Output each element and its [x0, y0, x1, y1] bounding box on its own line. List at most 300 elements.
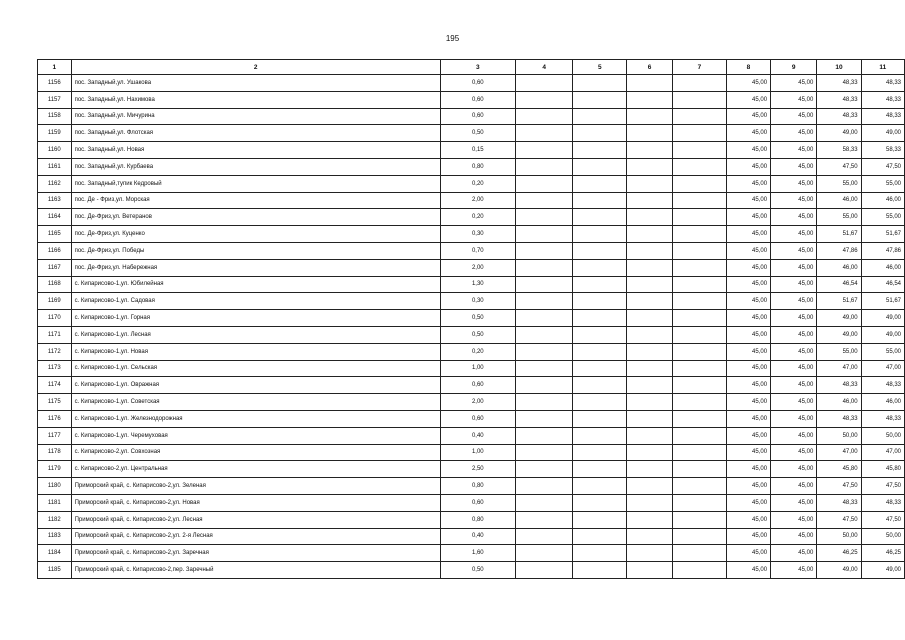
table-cell-col-2: пос. Западный,ул. Новая	[71, 142, 440, 159]
table-cell-col-5	[573, 158, 627, 175]
column-header-4: 4	[515, 60, 573, 75]
table-cell-col-6	[627, 562, 673, 579]
table-cell-col-10: 48,33	[817, 108, 861, 125]
table-cell-col-4	[515, 175, 573, 192]
table-row	[38, 310, 905, 327]
table-cell-col-6	[627, 360, 673, 377]
table-cell-col-3: 0,50	[440, 125, 515, 142]
column-header-8: 8	[726, 60, 770, 75]
table-cell-col-7	[673, 226, 727, 243]
table-cell-col-3: 0,60	[440, 75, 515, 92]
column-header-1: 1	[38, 60, 72, 75]
table-cell-col-6	[627, 511, 673, 528]
table-cell-col-7	[673, 209, 727, 226]
table-row	[38, 326, 905, 343]
table-cell-col-1: 1178	[38, 444, 72, 461]
table-cell-col-9: 45,00	[771, 478, 817, 495]
table-cell-col-1: 1182	[38, 511, 72, 528]
table-cell-col-9: 45,00	[771, 209, 817, 226]
table-cell-col-8: 45,00	[726, 444, 770, 461]
table-cell-col-6	[627, 242, 673, 259]
table-cell-col-6	[627, 192, 673, 209]
table-cell-col-4	[515, 276, 573, 293]
table-cell-col-7	[673, 360, 727, 377]
table-cell-col-10: 49,00	[817, 310, 861, 327]
table-cell-col-2: пос. Де-Фриз,ул. Победы	[71, 242, 440, 259]
table-cell-col-11: 49,00	[861, 125, 904, 142]
table-cell-col-11: 48,33	[861, 377, 904, 394]
table-row	[38, 562, 905, 579]
table-cell-col-9: 45,00	[771, 528, 817, 545]
table-cell-col-11: 55,00	[861, 175, 904, 192]
table-cell-col-10: 50,00	[817, 427, 861, 444]
table-cell-col-3: 1,60	[440, 545, 515, 562]
column-header-7: 7	[673, 60, 727, 75]
table-cell-col-6	[627, 343, 673, 360]
table-cell-col-4	[515, 192, 573, 209]
table-cell-col-9: 45,00	[771, 91, 817, 108]
table-cell-col-2: с. Кипарисово-2,ул. Совхозная	[71, 444, 440, 461]
table-cell-col-8: 45,00	[726, 175, 770, 192]
table-cell-col-8: 45,00	[726, 142, 770, 159]
table-cell-col-9: 45,00	[771, 343, 817, 360]
table-cell-col-1: 1171	[38, 326, 72, 343]
table-cell-col-7	[673, 444, 727, 461]
table-cell-col-4	[515, 461, 573, 478]
table-cell-col-7	[673, 461, 727, 478]
table-cell-col-7	[673, 125, 727, 142]
table-cell-col-1: 1168	[38, 276, 72, 293]
table-row	[38, 293, 905, 310]
table-cell-col-6	[627, 427, 673, 444]
table-cell-col-9: 45,00	[771, 310, 817, 327]
table-cell-col-4	[515, 158, 573, 175]
table-cell-col-10: 48,33	[817, 377, 861, 394]
table-cell-col-6	[627, 545, 673, 562]
table-cell-col-5	[573, 444, 627, 461]
table-cell-col-1: 1169	[38, 293, 72, 310]
table-cell-col-10: 48,33	[817, 494, 861, 511]
table-body	[38, 75, 905, 579]
table-cell-col-2: пос. Западный,ул. Ушакова	[71, 75, 440, 92]
table-cell-col-8: 45,00	[726, 75, 770, 92]
table-cell-col-8: 45,00	[726, 394, 770, 411]
table-cell-col-1: 1175	[38, 394, 72, 411]
table-cell-col-8: 45,00	[726, 461, 770, 478]
table-cell-col-8: 45,00	[726, 226, 770, 243]
table-cell-col-6	[627, 91, 673, 108]
table-cell-col-1: 1156	[38, 75, 72, 92]
table-cell-col-2: с. Кипарисово-1,ул. Новая	[71, 343, 440, 360]
table-cell-col-9: 45,00	[771, 75, 817, 92]
table-cell-col-9: 45,00	[771, 192, 817, 209]
table-cell-col-7	[673, 276, 727, 293]
table-cell-col-1: 1185	[38, 562, 72, 579]
table-cell-col-9: 45,00	[771, 158, 817, 175]
table-cell-col-10: 47,86	[817, 242, 861, 259]
header-row	[38, 60, 905, 75]
table-cell-col-2: пос. Западный,ул. Флотская	[71, 125, 440, 142]
table-cell-col-5	[573, 427, 627, 444]
table-cell-col-2: пос. Западный,тупик Кедровый	[71, 175, 440, 192]
table-row	[38, 494, 905, 511]
table-cell-col-4	[515, 562, 573, 579]
table-cell-col-3: 0,70	[440, 242, 515, 259]
table-cell-col-1: 1164	[38, 209, 72, 226]
table-cell-col-3: 0,20	[440, 209, 515, 226]
table-cell-col-3: 0,50	[440, 326, 515, 343]
table-cell-col-3: 0,40	[440, 427, 515, 444]
table-cell-col-2: с. Кипарисово-1,ул. Лесная	[71, 326, 440, 343]
table-cell-col-4	[515, 226, 573, 243]
table-cell-col-11: 48,33	[861, 494, 904, 511]
table-cell-col-2: Приморский край, с. Кипарисово-2,пер. Заречный	[71, 562, 440, 579]
table-cell-col-5	[573, 511, 627, 528]
table-cell-col-5	[573, 545, 627, 562]
table-cell-col-5	[573, 461, 627, 478]
table-cell-col-1: 1163	[38, 192, 72, 209]
table-cell-col-11: 47,00	[861, 444, 904, 461]
table-cell-col-10: 49,00	[817, 562, 861, 579]
column-header-2: 2	[71, 60, 440, 75]
table-cell-col-1: 1165	[38, 226, 72, 243]
table-cell-col-9: 45,00	[771, 259, 817, 276]
table-cell-col-5	[573, 394, 627, 411]
table-cell-col-10: 47,50	[817, 478, 861, 495]
table-cell-col-6	[627, 444, 673, 461]
table-cell-col-7	[673, 158, 727, 175]
table-cell-col-9: 45,00	[771, 511, 817, 528]
table-cell-col-7	[673, 326, 727, 343]
table-cell-col-10: 46,00	[817, 394, 861, 411]
table-row	[38, 242, 905, 259]
table-row	[38, 343, 905, 360]
table-cell-col-8: 45,00	[726, 310, 770, 327]
table-cell-col-10: 50,00	[817, 528, 861, 545]
table-cell-col-2: пос. Де - Фриз,ул. Морская	[71, 192, 440, 209]
table-cell-col-9: 45,00	[771, 545, 817, 562]
table-cell-col-9: 45,00	[771, 175, 817, 192]
table-cell-col-8: 45,00	[726, 209, 770, 226]
table-cell-col-9: 45,00	[771, 360, 817, 377]
table-cell-col-7	[673, 478, 727, 495]
table-cell-col-5	[573, 528, 627, 545]
table-cell-col-11: 50,00	[861, 528, 904, 545]
table-row	[38, 209, 905, 226]
table-cell-col-9: 45,00	[771, 293, 817, 310]
table-cell-col-7	[673, 75, 727, 92]
table-cell-col-11: 49,00	[861, 562, 904, 579]
table-cell-col-5	[573, 377, 627, 394]
table-cell-col-2: Приморский край, с. Кипарисово-2,ул. Лесная	[71, 511, 440, 528]
table-cell-col-11: 46,00	[861, 192, 904, 209]
table-cell-col-6	[627, 259, 673, 276]
table-cell-col-3: 0,60	[440, 410, 515, 427]
table-cell-col-9: 45,00	[771, 242, 817, 259]
table-cell-col-10: 55,00	[817, 175, 861, 192]
table-cell-col-9: 45,00	[771, 276, 817, 293]
table-cell-col-7	[673, 427, 727, 444]
table-cell-col-8: 45,00	[726, 478, 770, 495]
table-cell-col-5	[573, 343, 627, 360]
table-cell-col-3: 0,60	[440, 377, 515, 394]
table-cell-col-9: 45,00	[771, 410, 817, 427]
table-row	[38, 360, 905, 377]
table-cell-col-11: 55,00	[861, 209, 904, 226]
table-cell-col-9: 45,00	[771, 494, 817, 511]
table-cell-col-4	[515, 75, 573, 92]
table-cell-col-3: 0,20	[440, 343, 515, 360]
table-cell-col-3: 0,50	[440, 310, 515, 327]
column-header-3: 3	[440, 60, 515, 75]
table-row	[38, 394, 905, 411]
table-cell-col-7	[673, 410, 727, 427]
column-header-11: 11	[861, 60, 904, 75]
table-cell-col-1: 1166	[38, 242, 72, 259]
table-cell-col-8: 45,00	[726, 242, 770, 259]
table-cell-col-7	[673, 142, 727, 159]
table-cell-col-10: 46,00	[817, 192, 861, 209]
table-cell-col-2: с. Кипарисово-1,ул. Овражная	[71, 377, 440, 394]
table-cell-col-4	[515, 91, 573, 108]
table-cell-col-5	[573, 494, 627, 511]
table-row	[38, 142, 905, 159]
table-cell-col-6	[627, 276, 673, 293]
table-cell-col-9: 45,00	[771, 427, 817, 444]
table-cell-col-5	[573, 478, 627, 495]
table-cell-col-7	[673, 528, 727, 545]
table-cell-col-4	[515, 142, 573, 159]
table-cell-col-2: с. Кипарисово-1,ул. Железнодорожная	[71, 410, 440, 427]
table-cell-col-1: 1174	[38, 377, 72, 394]
table-cell-col-1: 1181	[38, 494, 72, 511]
table-cell-col-10: 46,54	[817, 276, 861, 293]
table-cell-col-7	[673, 175, 727, 192]
table-cell-col-5	[573, 310, 627, 327]
table-cell-col-8: 45,00	[726, 276, 770, 293]
table-cell-col-3: 2,00	[440, 259, 515, 276]
table-cell-col-2: с. Кипарисово-1,ул. Горная	[71, 310, 440, 327]
table-cell-col-10: 47,50	[817, 511, 861, 528]
table-cell-col-8: 45,00	[726, 293, 770, 310]
table-cell-col-6	[627, 494, 673, 511]
table-cell-col-2: пос. Западный,ул. Мичурина	[71, 108, 440, 125]
table-cell-col-2: с. Кипарисово-1,ул. Советская	[71, 394, 440, 411]
table-cell-col-3: 0,80	[440, 511, 515, 528]
table-cell-col-8: 45,00	[726, 511, 770, 528]
table-cell-col-3: 1,30	[440, 276, 515, 293]
table-cell-col-4	[515, 259, 573, 276]
table-cell-col-4	[515, 478, 573, 495]
table-cell-col-3: 0,40	[440, 528, 515, 545]
table-cell-col-2: с. Кипарисово-1,ул. Черемуховая	[71, 427, 440, 444]
table-cell-col-3: 0,50	[440, 562, 515, 579]
table-cell-col-7	[673, 377, 727, 394]
table-cell-col-3: 0,60	[440, 494, 515, 511]
table-cell-col-5	[573, 175, 627, 192]
table-cell-col-1: 1172	[38, 343, 72, 360]
table-cell-col-8: 45,00	[726, 528, 770, 545]
table-cell-col-6	[627, 394, 673, 411]
table-cell-col-5	[573, 209, 627, 226]
table-cell-col-5	[573, 410, 627, 427]
table-cell-col-7	[673, 91, 727, 108]
column-header-10: 10	[817, 60, 861, 75]
table-cell-col-4	[515, 444, 573, 461]
table-cell-col-10: 45,80	[817, 461, 861, 478]
table-cell-col-1: 1170	[38, 310, 72, 327]
table-cell-col-9: 45,00	[771, 226, 817, 243]
column-header-9: 9	[771, 60, 817, 75]
table-cell-col-3: 0,60	[440, 108, 515, 125]
table-cell-col-9: 45,00	[771, 377, 817, 394]
table-cell-col-3: 0,60	[440, 91, 515, 108]
table-cell-col-2: пос. Де-Фриз,ул. Куценко	[71, 226, 440, 243]
table-cell-col-10: 46,00	[817, 259, 861, 276]
table-cell-col-4	[515, 494, 573, 511]
table-cell-col-6	[627, 293, 673, 310]
table-cell-col-11: 46,25	[861, 545, 904, 562]
table-cell-col-2: Приморский край, с. Кипарисово-2,ул. Зеленая	[71, 478, 440, 495]
table-cell-col-4	[515, 310, 573, 327]
table-cell-col-11: 50,00	[861, 427, 904, 444]
table-cell-col-10: 49,00	[817, 125, 861, 142]
table-cell-col-5	[573, 108, 627, 125]
table-cell-col-6	[627, 125, 673, 142]
table-cell-col-2: пос. Западный,ул. Нахимова	[71, 91, 440, 108]
table-cell-col-11: 48,33	[861, 410, 904, 427]
table-cell-col-9: 45,00	[771, 142, 817, 159]
table-cell-col-2: Приморский край, с. Кипарисово-2,ул. Заречная	[71, 545, 440, 562]
table-cell-col-5	[573, 242, 627, 259]
table-cell-col-6	[627, 75, 673, 92]
table-cell-col-3: 0,20	[440, 175, 515, 192]
table-cell-col-4	[515, 209, 573, 226]
table-cell-col-10: 46,25	[817, 545, 861, 562]
table-cell-col-4	[515, 326, 573, 343]
column-header-6: 6	[627, 60, 673, 75]
table-cell-col-8: 45,00	[726, 91, 770, 108]
table-cell-col-8: 45,00	[726, 377, 770, 394]
table-cell-col-5	[573, 293, 627, 310]
table-row	[38, 192, 905, 209]
table-cell-col-5	[573, 259, 627, 276]
table-cell-col-4	[515, 343, 573, 360]
table-cell-col-5	[573, 91, 627, 108]
table-cell-col-9: 45,00	[771, 125, 817, 142]
table-cell-col-4	[515, 410, 573, 427]
table-cell-col-9: 45,00	[771, 108, 817, 125]
table-cell-col-4	[515, 125, 573, 142]
table-cell-col-3: 2,00	[440, 192, 515, 209]
table-cell-col-4	[515, 528, 573, 545]
table-cell-col-6	[627, 410, 673, 427]
table-cell-col-1: 1179	[38, 461, 72, 478]
table-cell-col-4	[515, 511, 573, 528]
table-cell-col-9: 45,00	[771, 326, 817, 343]
table-cell-col-2: с. Кипарисово-1,ул. Сельская	[71, 360, 440, 377]
table-cell-col-1: 1177	[38, 427, 72, 444]
table-cell-col-5	[573, 326, 627, 343]
table-row	[38, 91, 905, 108]
table-row	[38, 158, 905, 175]
table-cell-col-3: 0,80	[440, 478, 515, 495]
table-cell-col-10: 51,67	[817, 226, 861, 243]
table-cell-col-3: 2,50	[440, 461, 515, 478]
table-cell-col-8: 45,00	[726, 545, 770, 562]
table-cell-col-11: 51,67	[861, 293, 904, 310]
table-row	[38, 226, 905, 243]
table-cell-col-9: 45,00	[771, 394, 817, 411]
table-cell-col-8: 45,00	[726, 108, 770, 125]
table-cell-col-4	[515, 242, 573, 259]
table-cell-col-5	[573, 276, 627, 293]
table-cell-col-10: 47,50	[817, 158, 861, 175]
table-row	[38, 461, 905, 478]
table-cell-col-8: 45,00	[726, 326, 770, 343]
table-cell-col-7	[673, 293, 727, 310]
table-cell-col-10: 48,33	[817, 410, 861, 427]
table-cell-col-1: 1176	[38, 410, 72, 427]
table-cell-col-3: 1,00	[440, 360, 515, 377]
table-cell-col-7	[673, 108, 727, 125]
table-cell-col-5	[573, 142, 627, 159]
table-cell-col-2: с. Кипарисово-2,ул. Центральная	[71, 461, 440, 478]
table-cell-col-10: 58,33	[817, 142, 861, 159]
table-row	[38, 175, 905, 192]
table-cell-col-8: 45,00	[726, 192, 770, 209]
table-cell-col-11: 48,33	[861, 75, 904, 92]
table-cell-col-8: 45,00	[726, 125, 770, 142]
table-cell-col-6	[627, 478, 673, 495]
table-cell-col-6	[627, 326, 673, 343]
table-cell-col-11: 55,00	[861, 343, 904, 360]
table-cell-col-6	[627, 528, 673, 545]
table-cell-col-11: 47,50	[861, 158, 904, 175]
table-cell-col-2: пос. Де-Фриз,ул. Набережная	[71, 259, 440, 276]
table-cell-col-6	[627, 310, 673, 327]
table-cell-col-5	[573, 562, 627, 579]
table-cell-col-10: 49,00	[817, 326, 861, 343]
table-cell-col-9: 45,00	[771, 562, 817, 579]
table-cell-col-8: 45,00	[726, 494, 770, 511]
table-row	[38, 478, 905, 495]
table-cell-col-6	[627, 226, 673, 243]
table-cell-col-10: 48,33	[817, 75, 861, 92]
table-row	[38, 410, 905, 427]
table-cell-col-3: 0,80	[440, 158, 515, 175]
table-cell-col-6	[627, 377, 673, 394]
table-cell-col-3: 0,15	[440, 142, 515, 159]
table-cell-col-7	[673, 494, 727, 511]
table-cell-col-7	[673, 259, 727, 276]
table-cell-col-11: 45,80	[861, 461, 904, 478]
table-cell-col-5	[573, 75, 627, 92]
data-table	[37, 59, 905, 579]
table-cell-col-2: с. Кипарисово-1,ул. Садовая	[71, 293, 440, 310]
table-cell-col-4	[515, 108, 573, 125]
table-cell-col-11: 46,00	[861, 259, 904, 276]
table-row	[38, 444, 905, 461]
table-cell-col-4	[515, 394, 573, 411]
table-cell-col-5	[573, 192, 627, 209]
table-cell-col-10: 51,67	[817, 293, 861, 310]
table-cell-col-2: Приморский край, с. Кипарисово-2,ул. Новая	[71, 494, 440, 511]
table-cell-col-11: 47,00	[861, 360, 904, 377]
page-number: 195	[445, 34, 460, 43]
table-cell-col-6	[627, 158, 673, 175]
table-cell-col-8: 45,00	[726, 360, 770, 377]
